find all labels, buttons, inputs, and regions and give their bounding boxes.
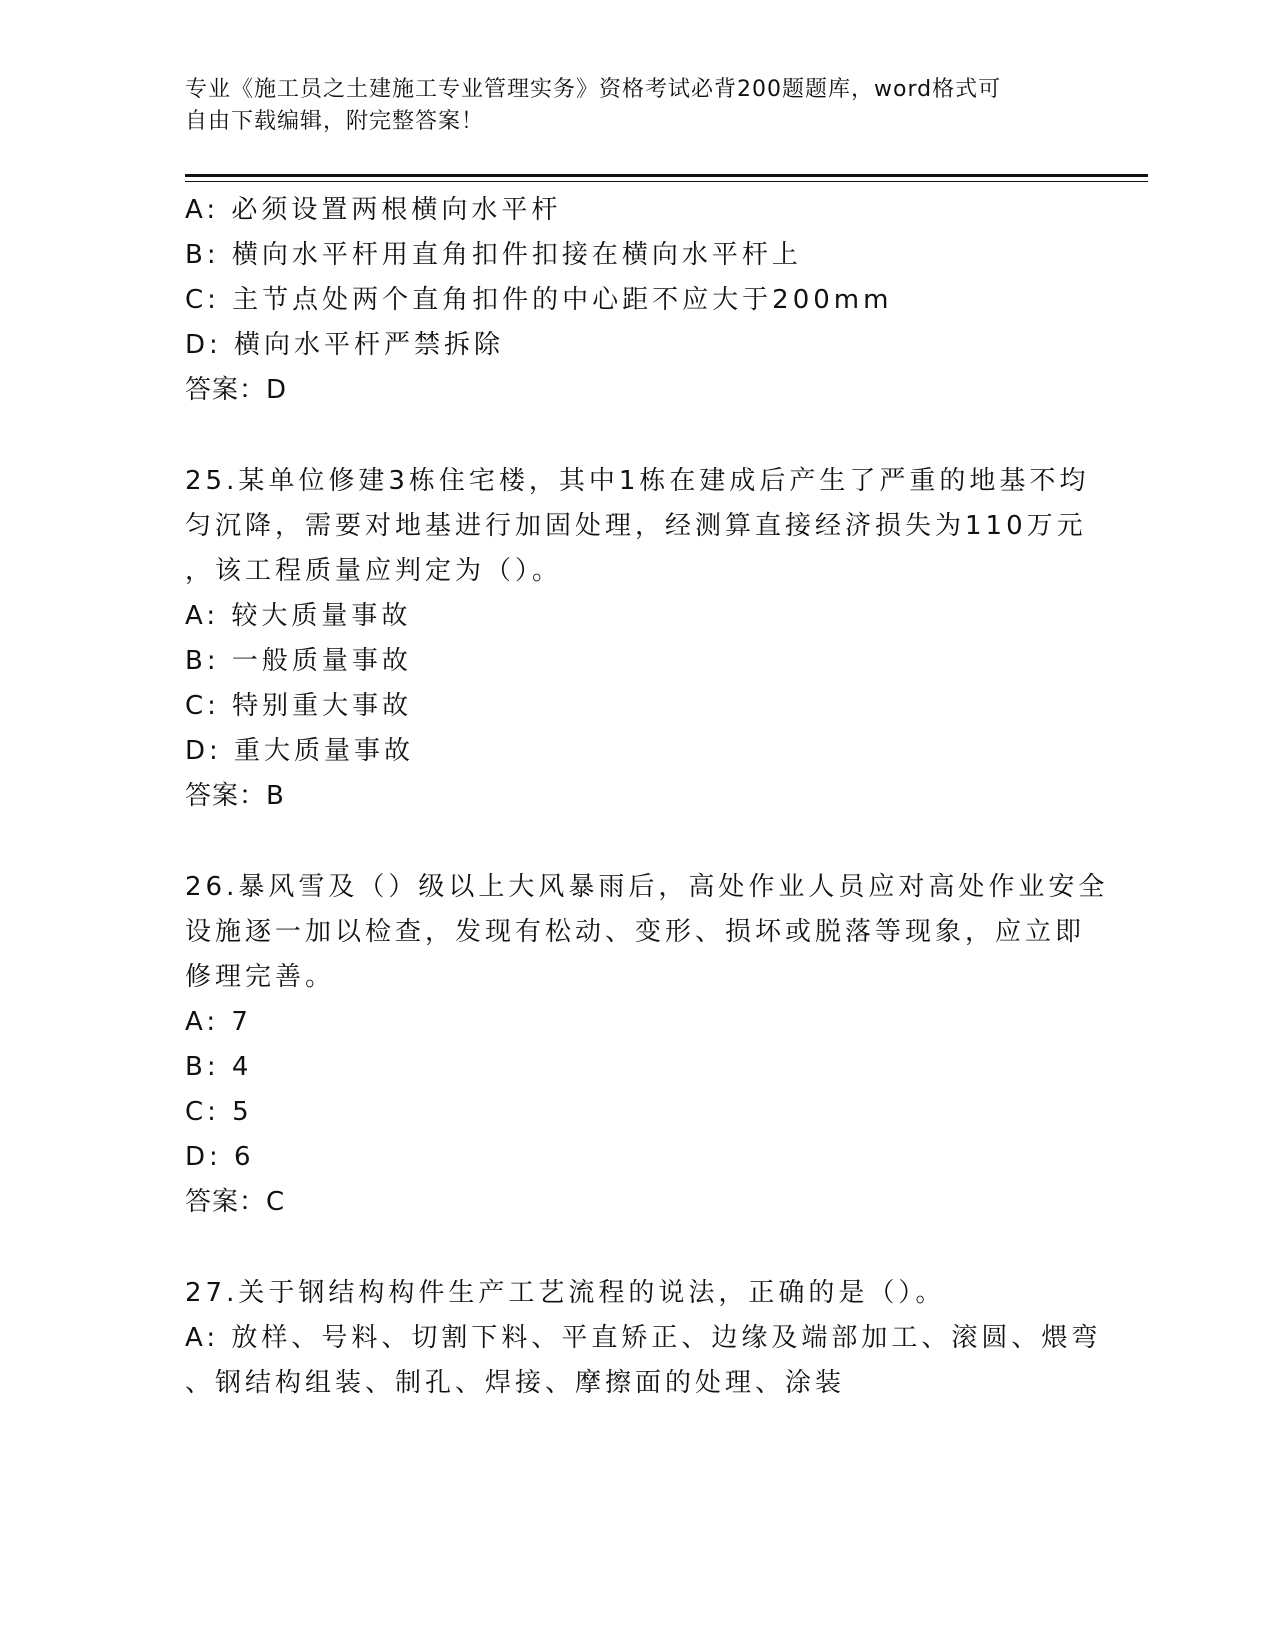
option-a: A: 7 xyxy=(185,1007,252,1037)
question-stem-line: ，该工程质量应判定为（）。 xyxy=(185,556,563,586)
question-27 xyxy=(185,1271,1102,1406)
option-d: D: 横向水平杆严禁拆除 xyxy=(185,330,505,360)
question-25 xyxy=(185,459,1090,819)
option-c: C: 5 xyxy=(185,1097,253,1127)
option-b: B: 一般质量事故 xyxy=(185,646,412,676)
question-stem-line: 25.某单位修建3栋住宅楼，其中1栋在建成后产生了严重的地基不均 xyxy=(185,466,1090,496)
question-stem-line: 匀沉降，需要对地基进行加固处理，经测算直接经济损失为110万元 xyxy=(185,511,1087,541)
question-stem-line: 修理完善。 xyxy=(185,962,336,992)
option-c: C: 特别重大事故 xyxy=(185,691,413,721)
question-stem-line: 26.暴风雪及（）级以上大风暴雨后，高处作业人员应对高处作业安全 xyxy=(185,872,1109,902)
spacer xyxy=(185,1225,1085,1271)
header-title-line-2: 自由下载编辑，附完整答案！ xyxy=(185,109,485,134)
answer: 答案：D xyxy=(185,375,288,405)
question-stem-line: 27.关于钢结构构件生产工艺流程的说法，正确的是（）。 xyxy=(185,1278,946,1308)
option-d: D: 重大质量事故 xyxy=(185,736,415,766)
option-a-continued: 、钢结构组装、制孔、焊接、摩擦面的处理、涂装 xyxy=(185,1368,846,1398)
spacer xyxy=(185,819,1085,865)
answer: 答案：B xyxy=(185,781,285,811)
header-divider-thin xyxy=(185,181,1148,182)
option-a: A: 必须设置两根横向水平杆 xyxy=(185,195,562,225)
spacer xyxy=(185,413,1085,459)
option-a: A: 较大质量事故 xyxy=(185,601,412,631)
option-d: D: 6 xyxy=(185,1142,255,1172)
answer: 答案：C xyxy=(185,1187,286,1217)
option-a: A: 放样、号料、切割下料、平直矫正、边缘及端部加工、滚圆、煨弯 xyxy=(185,1323,1102,1353)
question-24-tail xyxy=(185,188,1085,413)
question-26 xyxy=(185,865,1109,1225)
option-b: B: 4 xyxy=(185,1052,253,1082)
question-list xyxy=(185,188,1109,1406)
option-c: C: 主节点处两个直角扣件的中心距不应大于200mm xyxy=(185,285,893,315)
document-header xyxy=(185,74,1065,138)
question-stem-line: 设施逐一加以检查，发现有松动、变形、损坏或脱落等现象，应立即 xyxy=(185,917,1086,947)
header-divider-thick xyxy=(185,174,1148,177)
header-title-line-1: 专业《施工员之土建施工专业管理实务》资格考试必背200题题库，word格式可 xyxy=(185,77,1002,102)
option-b: B: 横向水平杆用直角扣件扣接在横向水平杆上 xyxy=(185,240,802,270)
